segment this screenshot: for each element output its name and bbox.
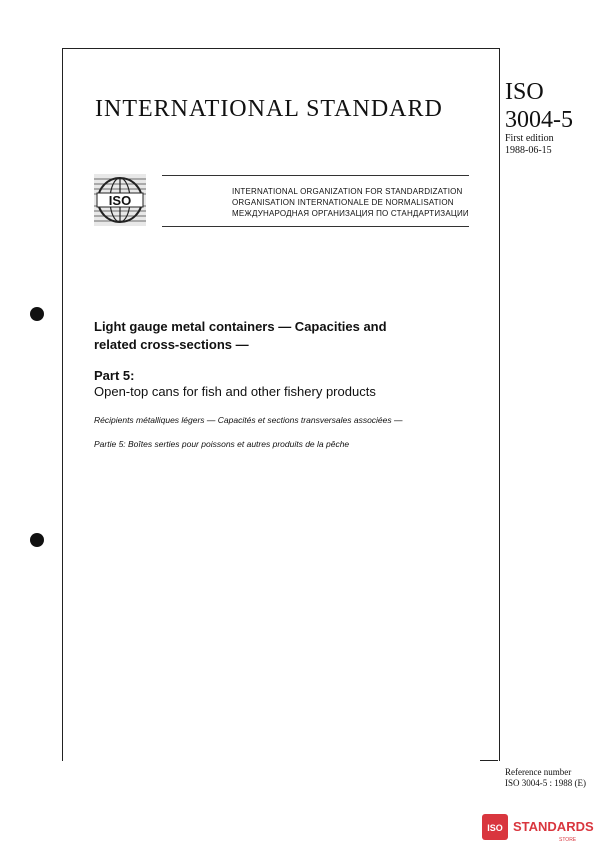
french-part-title: Partie 5: Boîtes serties pour poissons et autres produits de la pêche xyxy=(94,439,350,449)
store-logo-name: STANDARDS xyxy=(513,819,594,834)
store-logo-tag: STORE xyxy=(559,837,577,843)
org-top-rule xyxy=(162,175,469,176)
iso-logo-icon xyxy=(94,174,146,226)
edition-label: First edition xyxy=(505,133,554,144)
standard-number xyxy=(505,78,573,134)
frame-bottom-rule xyxy=(480,760,498,761)
part-title: Open-top cans for fish and other fishery products xyxy=(94,384,376,399)
reference-number: ISO 3004-5 : 1988 (E) xyxy=(505,778,586,788)
iso-standards-store-logo xyxy=(481,812,599,844)
org-name-ru: МЕЖДУНАРОДНАЯ ОРГАНИЗАЦИЯ ПО СТАНДАРТИЗАЦИИ xyxy=(232,209,469,218)
french-title: Récipients métalliques légers — Capacités et sections transversales associées — xyxy=(94,415,403,425)
binder-hole xyxy=(30,533,44,547)
document-title-block xyxy=(94,318,403,450)
store-logo-iso: ISO xyxy=(487,823,503,833)
edition-info xyxy=(505,133,554,157)
org-bottom-rule xyxy=(162,226,469,227)
main-title: INTERNATIONAL STANDARD xyxy=(95,96,443,122)
org-name-en: INTERNATIONAL ORGANIZATION FOR STANDARDIZATION xyxy=(232,187,463,196)
reference-label: Reference number xyxy=(505,767,572,777)
title-line-1: Light gauge metal containers — Capacities and xyxy=(94,319,387,334)
org-name-fr: ORGANISATION INTERNATIONALE DE NORMALISATION xyxy=(232,198,454,207)
title-line-2: related cross-sections — xyxy=(94,337,249,352)
organization-names xyxy=(232,186,469,219)
reference-block xyxy=(505,767,586,789)
part-label: Part 5: xyxy=(94,368,135,383)
logo-text: ISO xyxy=(108,193,132,208)
iso-label: ISO xyxy=(505,79,544,105)
binder-hole xyxy=(30,307,44,321)
standard-code: 3004-5 xyxy=(505,107,573,133)
edition-date: 1988-06-15 xyxy=(505,145,552,156)
